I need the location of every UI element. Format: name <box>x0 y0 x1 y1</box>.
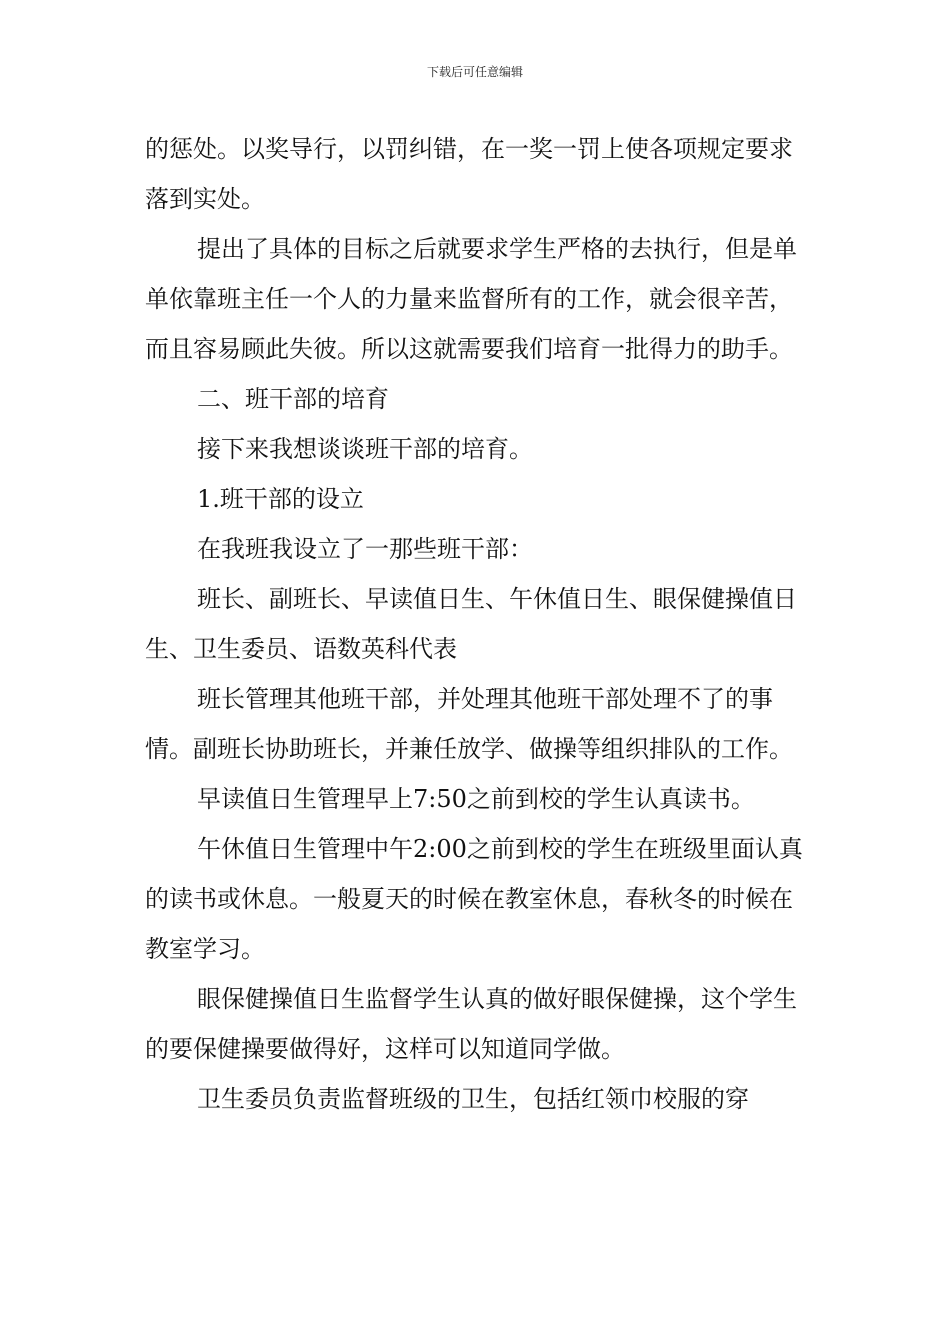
paragraph-noon-rest-duty: 午休值日生管理中午2:00之前到校的学生在班级里面认真的读书或休息。一般夏天的时候在教室休息，春秋冬的时候在教室学习。 <box>145 835 803 963</box>
paragraph-hygiene-duty: 卫生委员负责监督班级的卫生，包括红领巾校服的穿 <box>197 1085 749 1113</box>
paragraph-eye-exercise-duty: 眼保健操值日生监督学生认真的做好眼保健操，这个学生的要保健操要做得好，这样可以知道同学做。 <box>145 985 797 1063</box>
section-heading-cadre-training: 二、班干部的培育 <box>197 385 389 413</box>
paragraph-4: 在我班我设立了一那些班干部： <box>197 535 533 563</box>
paragraph-monitor-duties: 班长管理其他班干部，并处理其他班干部处理不了的事情。副班长协助班长，并兼任放学、做操等组织排队的工作。 <box>145 685 793 763</box>
paragraph-2: 提出了具体的目标之后就要求学生严格的去执行，但是单单依靠班主任一个人的力量来监督所有的工作，就会很辛苦，而且容易顾此失彼。所以这就需要我们培育一批得力的助手。 <box>145 235 797 363</box>
document-body <box>145 124 807 1124</box>
page-header: 下载后可任意编辑 <box>426 65 523 79</box>
subsection-heading-cadre-setup: 1.班干部的设立 <box>197 485 364 513</box>
paragraph-1: 的惩处。以奖导行，以罚纠错，在一奖一罚上使各项规定要求落到实处。 <box>145 135 793 213</box>
paragraph-cadre-list: 班长、副班长、早读值日生、午休值日生、眼保健操值日生、卫生委员、语数英科代表 <box>145 585 797 663</box>
paragraph-morning-reading-duty: 早读值日生管理早上7:50之前到校的学生认真读书。 <box>197 785 755 813</box>
paragraph-3: 接下来我想谈谈班干部的培育。 <box>197 435 533 463</box>
